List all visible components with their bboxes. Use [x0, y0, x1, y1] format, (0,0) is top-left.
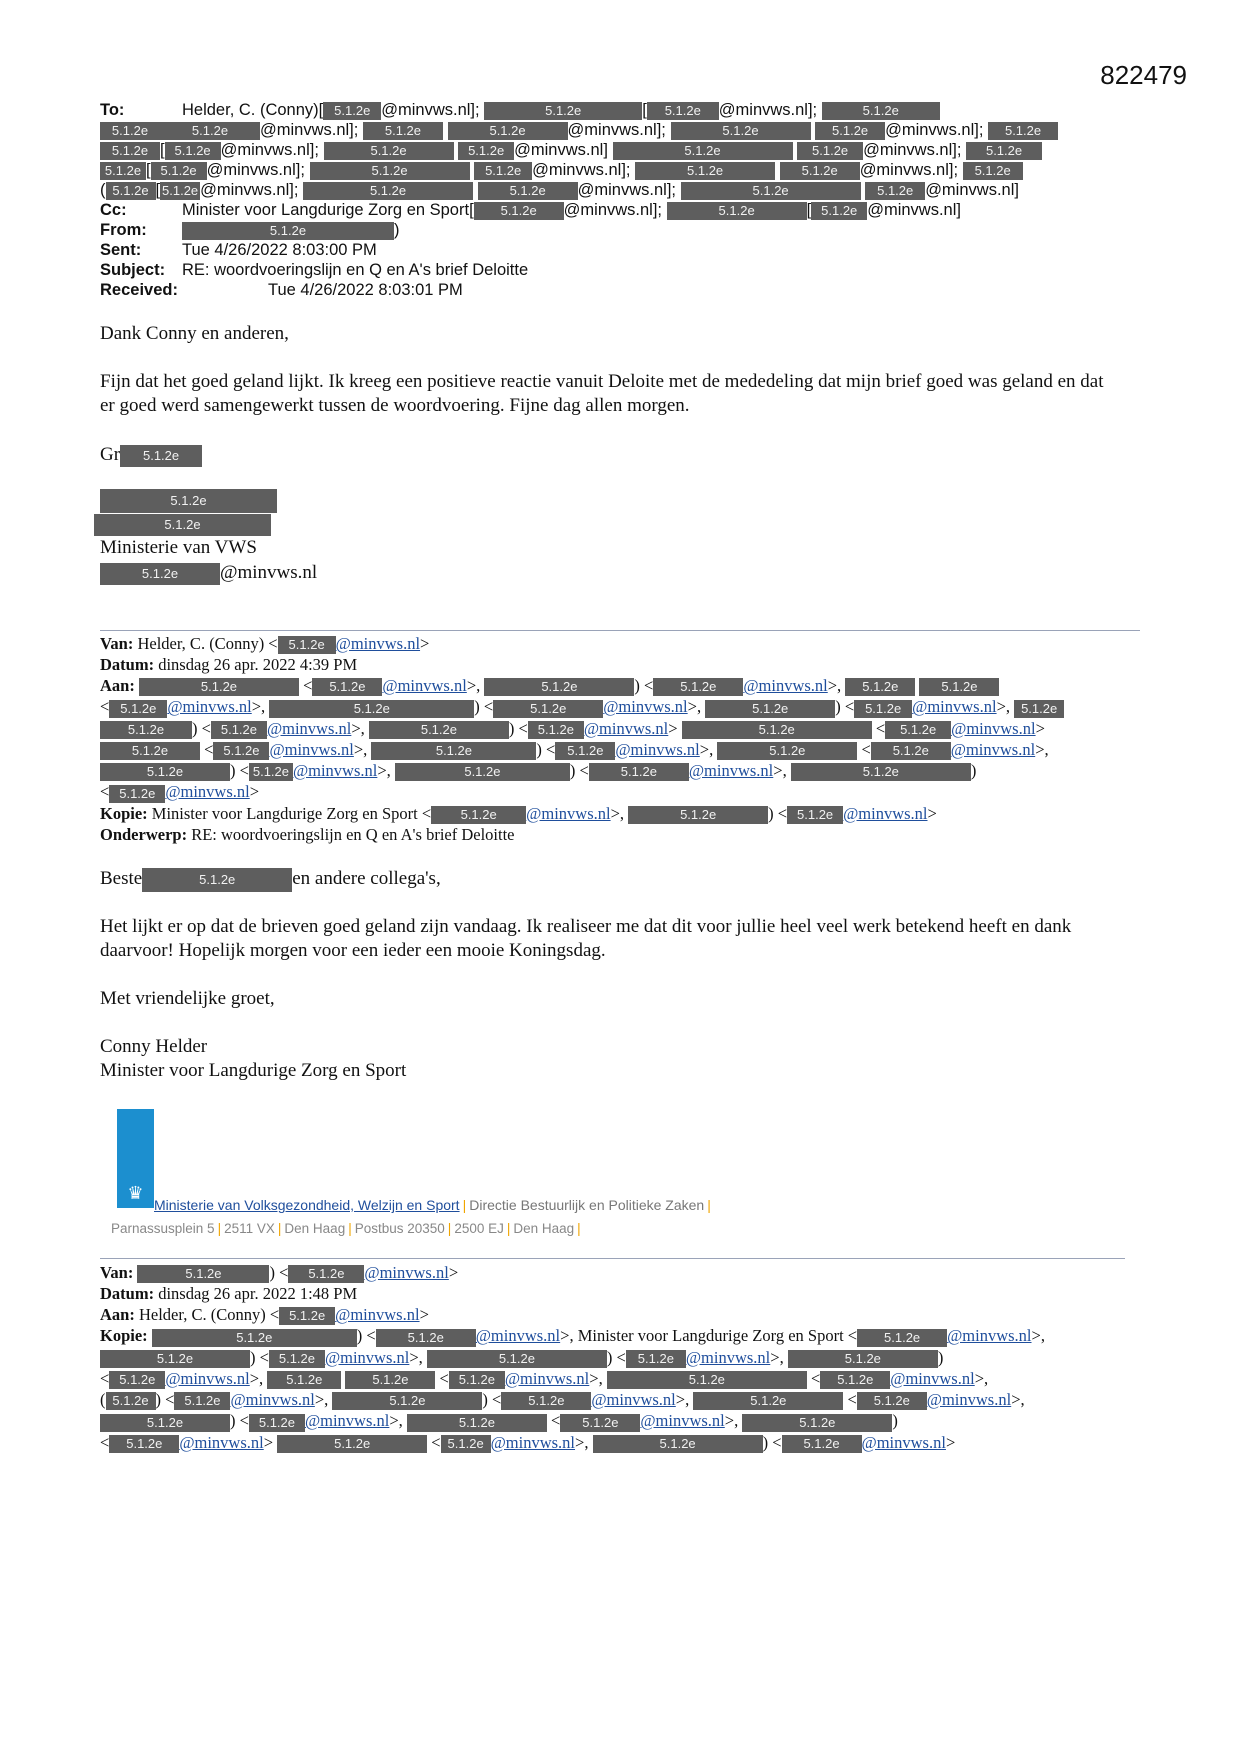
email-link[interactable]: @minvws.nl [335, 634, 421, 653]
redaction: 5.1.2e [966, 142, 1042, 160]
redaction: 5.1.2e [449, 1371, 505, 1389]
forward2-header: Van: 5.1.2e ) < 5.1.2e @minvws.nl> Datum: dinsdag 26 apr. 2022 1:48 PM Aan: Helder, C. (Conny) < 5.1.2e @minvws.nl> Kopie: 5.1.2e ) < 5.1.2e @minvws.nl>, Minister voor Langdurige Zorg en Sport < 5.1.2e @minvws.nl>, 5.1.2e ) < 5.1.2e @minvws.nl>, 5.1.2e ) < 5.1.2e @minvws.nl>, 5.1.2e ) < 5.1.2e @minvws.nl>, 5.1.2e 5.1.2e < 5.1.2e @minvws.nl>, 5.1.2e < 5.1.2e @minvws.nl>, ( 5.1.2e ) < 5.1.2e @minvws.nl>, 5.1.2e ) < 5.1.2e @minvws.nl>, 5.1.2e < 5.1.2e @minvws.nl>, 5.1.2e ) < 5.1.2e @minvws.nl>, 5.1.2e < 5.1.2e @minvws.nl>, 5.1.2e ) < 5.1.2e @minvws.nl> 5.1.2e < 5.1.2e @minvws.nl>, 5.1.2e ) < 5.1.2e @minvws.nl> [100, 1262, 1140, 1453]
redaction: 5.1.2e [151, 162, 207, 180]
email-domain: @minvws.nl]; [859, 161, 959, 179]
sent-row [100, 240, 1140, 260]
redaction: 5.1.2e [474, 162, 532, 180]
redaction: 5.1.2e [278, 636, 336, 654]
email-domain: @minvws.nl] [514, 141, 608, 159]
redaction: 5.1.2e [100, 721, 192, 739]
to-label: To: [100, 101, 125, 119]
forward1-greeting: Beste 5.1.2e en andere collega's, [100, 867, 1140, 892]
redaction: 5.1.2e [555, 742, 615, 760]
from-row: From: 5.1.2e ) [100, 221, 400, 239]
redaction: 5.1.2e [211, 721, 267, 739]
document-number: 822479 [1100, 60, 1187, 90]
redaction: 5.1.2e [303, 182, 473, 200]
redaction: 5.1.2e [100, 742, 200, 760]
redaction: 5.1.2e [324, 142, 454, 160]
forward1-header: Van: Helder, C. (Conny) < 5.1.2e @minvws.nl> Datum: dinsdag 26 apr. 2022 4:39 PM Aan: 5.1.2e < 5.1.2e @minvws.nl>, 5.1.2e ) < 5.1.2e @minvws.nl>, 5.1.2e 5.1.2e < 5.1.2e @minvws.nl>, 5.1.2e ) < 5.1.2e @minvws.nl>, 5.1.2e ) < 5.1.2e @minvws.nl>, 5.1.2e 5.1.2e ) < 5.1.2e @minvws.nl>, 5.1.2e ) < 5.1.2e @minvws.nl> 5.1.2e < 5.1.2e @minvws.nl> 5.1.2e < 5.1.2e @minvws.nl>, 5.1.2e ) < 5.1.2e @minvws.nl>, 5.1.2e < 5.1.2e @minvws.nl>, 5.1.2e ) < 5.1.2e @minvws.nl>, 5.1.2e ) < 5.1.2e @minvws.nl>, 5.1.2e ) < 5.1.2e @minvws.nl> Kopie: Minister voor Langdurige Zorg en Sport < 5.1.2e @minvws.nl>, 5.1.2e ) < 5.1.2e @minvws.nl> Onderwerp: RE: woordvoeringslijn en Q en A's brief Deloitte [100, 633, 1140, 845]
forward1-sig-name: Conny Helder [100, 1036, 208, 1057]
redaction: 5.1.2e [100, 563, 220, 585]
forward1-sig-title: Minister voor Langdurige Zorg en Sport [100, 1060, 407, 1081]
redaction: 5.1.2e [501, 1392, 591, 1410]
aan-label: Aan: [100, 676, 135, 696]
email-domain: @minvws.nl]; [577, 181, 676, 199]
redaction: 5.1.2e [791, 763, 971, 781]
cc-value: Minister voor Langdurige Zorg en Sport [182, 201, 470, 219]
redaction: 5.1.2e [427, 1350, 607, 1368]
to-row-4: 5.1.2e [ 5.1.2e @minvws.nl]; 5.1.2e 5.1.2e @minvws.nl]; 5.1.2e 5.1.2e @minvws.nl]; 5.1.2e [100, 160, 1140, 180]
subject-row [100, 260, 1140, 280]
to-row-3: 5.1.2e [ 5.1.2e @minvws.nl]; 5.1.2e 5.1.2e @minvws.nl] 5.1.2e 5.1.2e @minvws.nl]; 5.1.2e [100, 140, 1140, 160]
redaction: 5.1.2e [613, 142, 793, 160]
redaction: 5.1.2e [854, 700, 912, 718]
received-value: Tue 4/26/2022 8:03:01 PM [268, 281, 463, 299]
kopie-label: Kopie: [100, 803, 148, 823]
to-name: Helder, C. (Conny) [182, 101, 319, 119]
sender-name-redaction [100, 489, 1140, 513]
redaction: 5.1.2e [857, 1329, 947, 1347]
redaction: 5.1.2e [109, 785, 165, 803]
redaction: 5.1.2e [100, 763, 230, 781]
divider [100, 1258, 1125, 1259]
redaction: 5.1.2e [593, 1435, 763, 1453]
redaction: 5.1.2e [395, 763, 570, 781]
redaction: 5.1.2e [109, 1435, 179, 1453]
sent-label: Sent: [100, 241, 142, 259]
email-suffix: @minvws.nl [220, 562, 318, 583]
forward1-onderwerp: Onderwerp: RE: woordvoeringslijn en Q en A's brief Deloitte [100, 824, 515, 844]
forward1-datum: Datum: dinsdag 26 apr. 2022 4:39 PM [100, 655, 358, 675]
email-domain: @minvws.nl]; [220, 141, 319, 159]
redaction: 5.1.2e [458, 142, 514, 160]
forward1-closing: Met vriendelijke groet, [100, 988, 275, 1009]
redaction: 5.1.2e [312, 678, 382, 696]
ministry-logo-bar [117, 1109, 154, 1187]
aan-label: Aan: [100, 1305, 135, 1325]
email-domain: @minvws.nl]; [260, 121, 359, 139]
redaction: 5.1.2e [441, 1435, 491, 1453]
sent-value: Tue 4/26/2022 8:03:00 PM [182, 241, 377, 259]
redaction: 5.1.2e [628, 806, 768, 824]
email-domain: @minvws.nl]; [718, 101, 818, 119]
redaction: 5.1.2e [174, 1392, 230, 1410]
redaction: 5.1.2e [478, 182, 578, 200]
redaction: 5.1.2e [811, 202, 867, 220]
redaction: 5.1.2e [142, 868, 292, 892]
ministry-address: Parnassusplein 5 | 2511 VX | Den Haag | Postbus 20350 | 2500 EJ | Den Haag | [111, 1221, 581, 1236]
datum-label: Datum: [100, 655, 155, 675]
redaction: 5.1.2e [152, 1329, 357, 1347]
redaction: 5.1.2e [109, 1371, 165, 1389]
redaction: 5.1.2e [109, 700, 167, 718]
forward1-aan: Aan: 5.1.2e < 5.1.2e @minvws.nl>, 5.1.2e ) < 5.1.2e @minvws.nl>, 5.1.2e 5.1.2e [100, 675, 1140, 696]
kopie-label: Kopie: [100, 1326, 148, 1346]
redaction: 5.1.2e [647, 102, 719, 120]
email-domain: @minvws.nl]; [200, 181, 299, 199]
redaction: 5.1.2e [345, 1371, 435, 1389]
redaction: 5.1.2e [635, 162, 775, 180]
redaction: 5.1.2e [1014, 700, 1064, 718]
email-domain: @minvws.nl]; [563, 201, 663, 219]
redaction: 5.1.2e [137, 1265, 269, 1283]
redaction: 5.1.2e [742, 1414, 892, 1432]
forward1-body: Het lijkt er op dat de brieven goed geland zijn vandaag. Ik realiseer me dat dit voor jullie heel veel werk betekend heeft en dank daarvoor! Hopelijk morgen voor een ieder een mooie Koningsdag. [100, 916, 1072, 961]
email-domain: @minvws.nl]; [206, 161, 305, 179]
redaction: 5.1.2e [332, 1392, 482, 1410]
redaction: 5.1.2e [717, 742, 857, 760]
redaction: 5.1.2e [279, 1307, 335, 1325]
email-domain: @minvws.nl] [925, 181, 1019, 199]
from-label: From: [100, 221, 147, 239]
redaction: 5.1.2e [100, 1350, 250, 1368]
message-closing [100, 443, 1140, 467]
ministry-line: Ministerie van Volksgezondheid, Welzijn en Sport | Directie Bestuurlijk en Politieke Zaken | [154, 1197, 711, 1213]
redaction: 5.1.2e [682, 721, 872, 739]
received-label: Received: [100, 281, 178, 299]
ministry-link[interactable]: Ministerie van Volksgezondheid, Welzijn en Sport [154, 1197, 460, 1213]
redaction: 5.1.2e [407, 1414, 547, 1432]
redaction: 5.1.2e [857, 1392, 927, 1410]
redaction: 5.1.2e [310, 162, 470, 180]
redaction: 5.1.2e [653, 678, 743, 696]
email-domain: @minvws.nl]; [885, 121, 984, 139]
redaction: 5.1.2e [667, 202, 807, 220]
redaction: 5.1.2e [820, 1371, 890, 1389]
redaction: 5.1.2e [369, 721, 509, 739]
redaction: 5.1.2e [871, 742, 951, 760]
forward2-kopie: Kopie: 5.1.2e ) < 5.1.2e @minvws.nl>, Minister voor Langdurige Zorg en Sport < 5.1.2e @minvws.nl>, [100, 1326, 1045, 1346]
redaction: 5.1.2e [845, 678, 915, 696]
forward2-datum: Datum: dinsdag 26 apr. 2022 1:48 PM [100, 1284, 358, 1304]
redaction: 5.1.2e [100, 1414, 230, 1432]
redaction: 5.1.2e [528, 721, 584, 739]
van-label: Van: [100, 1263, 134, 1282]
to-row: To: Helder, C. (Conny)[ 5.1.2e @minvws.nl]; 5.1.2e [ 5.1.2e @minvws.nl]; 5.1.2e [100, 100, 1140, 120]
redaction: 5.1.2e [94, 514, 271, 536]
redaction: 5.1.2e [323, 102, 381, 120]
email-domain: @minvws.nl]; [381, 101, 480, 119]
redaction: 5.1.2e [822, 102, 940, 120]
redaction: 5.1.2e [885, 721, 951, 739]
forward1-kopie: Kopie: Minister voor Langdurige Zorg en Sport < 5.1.2e @minvws.nl>, 5.1.2e ) < 5.1.2e @minvws.nl> [100, 803, 937, 823]
to-row-5: ( 5.1.2e [ 5.1.2e @minvws.nl]; 5.1.2e 5.1.2e @minvws.nl]; 5.1.2e 5.1.2e @minvws.nl] [100, 181, 1019, 199]
subject-label: Subject: [100, 261, 166, 279]
redaction: 5.1.2e [100, 489, 277, 513]
redaction: 5.1.2e [165, 142, 221, 160]
redaction: 5.1.2e [780, 162, 860, 180]
subject-value: RE: woordvoeringslijn en Q en A's brief Deloitte [182, 261, 529, 279]
email-domain: @minvws.nl]; [567, 121, 666, 139]
crest-icon: ♛ [117, 1178, 154, 1208]
redaction: 5.1.2e [277, 1435, 427, 1453]
received-row [100, 280, 1140, 300]
redaction: 5.1.2e [371, 742, 536, 760]
email-domain: @minvws.nl]; [863, 141, 962, 159]
cc-row: Cc: Minister voor Langdurige Zorg en Sport[ 5.1.2e @minvws.nl]; 5.1.2e [ 5.1.2e @minvws.nl] [100, 201, 961, 219]
redaction: 5.1.2e [213, 742, 269, 760]
redaction: 5.1.2e [431, 806, 526, 824]
redaction: 5.1.2e [607, 1371, 807, 1389]
redaction: 5.1.2e [448, 122, 568, 140]
redaction: 5.1.2e [963, 162, 1023, 180]
redaction: 5.1.2e [376, 1329, 476, 1347]
email-domain: @minvws.nl]; [532, 161, 631, 179]
forward2-van: Van: 5.1.2e ) < 5.1.2e @minvws.nl> [100, 1263, 459, 1282]
redaction: 5.1.2e [363, 122, 443, 140]
department: Directie Bestuurlijk en Politieke Zaken [469, 1197, 705, 1213]
to-row-2 [100, 120, 1140, 140]
redaction: 5.1.2e [288, 1265, 364, 1283]
redaction: 5.1.2e [988, 122, 1058, 140]
message-greeting: Dank Conny en anderen, [100, 323, 289, 344]
redaction: 5.1.2e [787, 806, 843, 824]
redaction: 5.1.2e [693, 1392, 843, 1410]
redaction: 5.1.2e [589, 763, 689, 781]
sender-email [100, 561, 1140, 585]
divider [100, 630, 1140, 631]
forward2-aan: Aan: Helder, C. (Conny) < 5.1.2e @minvws.nl> [100, 1305, 429, 1325]
datum-label: Datum: [100, 1284, 155, 1304]
redaction: 5.1.2e [705, 700, 835, 718]
cc-label: Cc: [100, 201, 127, 219]
redaction: 5.1.2e [671, 122, 811, 140]
redaction: 5.1.2e [681, 182, 861, 200]
email-header [100, 100, 1140, 300]
redaction: 5.1.2e [139, 678, 299, 696]
redaction: 5.1.2e [560, 1414, 640, 1432]
redaction: 5.1.2e [474, 202, 564, 220]
redaction: 5.1.2e [182, 222, 394, 240]
redaction: 5.1.2e [249, 1414, 305, 1432]
redaction: 5.1.2e [160, 122, 260, 140]
email-domain: @minvws.nl] [867, 201, 961, 219]
van-label: Van: [100, 634, 134, 653]
redaction: 5.1.2e [249, 763, 293, 781]
redaction: 5.1.2e [100, 162, 146, 180]
redaction: 5.1.2e [919, 678, 999, 696]
redaction: 5.1.2e [493, 700, 603, 718]
redaction: 5.1.2e [106, 1392, 156, 1410]
redaction: 5.1.2e [788, 1350, 938, 1368]
redaction: 5.1.2e [269, 700, 474, 718]
sender-org: Ministerie van VWS [100, 537, 257, 558]
redaction: 5.1.2e [100, 142, 160, 160]
redaction: 5.1.2e [100, 122, 160, 140]
redaction: 5.1.2e [106, 182, 156, 200]
redaction: 5.1.2e [269, 1350, 325, 1368]
redaction: 5.1.2e [267, 1371, 341, 1389]
redaction: 5.1.2e [484, 102, 642, 120]
redaction: 5.1.2e [782, 1435, 862, 1453]
message-body: Fijn dat het goed geland lijkt. Ik kreeg een positieve reactie vanuit Deloite met de mededeling dat mijn brief goed was geland en dat er goed werd samengewerkt tussen de woordvoering. Fijne dag allen morgen. [100, 371, 1104, 416]
redaction: 5.1.2e [120, 445, 202, 467]
sender-title-redaction [94, 514, 1134, 536]
redaction: 5.1.2e [162, 182, 199, 198]
redaction: 5.1.2e [797, 142, 863, 160]
redaction: 5.1.2e [865, 182, 925, 200]
onderwerp-label: Onderwerp: [100, 824, 188, 844]
redaction: 5.1.2e [815, 122, 885, 140]
closing-prefix: Gr [100, 444, 121, 465]
forward1-van: Van: Helder, C. (Conny) < 5.1.2e @minvws.nl> [100, 634, 430, 653]
redaction: 5.1.2e [484, 678, 634, 696]
redaction: 5.1.2e [626, 1350, 686, 1368]
